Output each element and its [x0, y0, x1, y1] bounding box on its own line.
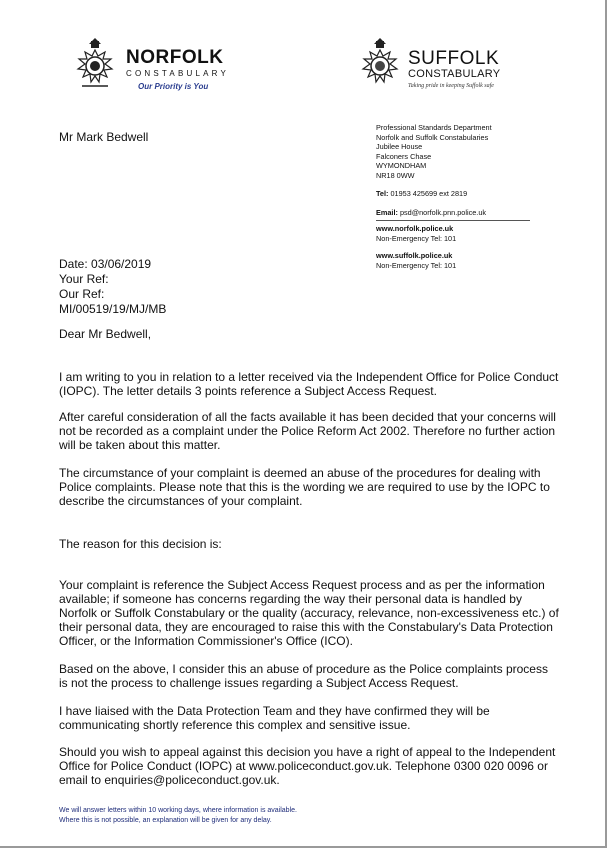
letter-date: Date: 03/06/2019: [59, 257, 152, 271]
address-line: Jubilee House: [376, 142, 423, 151]
address-line: Norfolk and Suffolk Constabularies: [376, 132, 489, 142]
email-label: Email:: [376, 207, 398, 217]
norfolk-name: NORFOLK: [126, 47, 224, 68]
email-value[interactable]: psd@norfolk.pnn.police.uk: [399, 207, 487, 217]
footer-line: We will answer letters within 10 working days, where information is available.: [59, 807, 297, 814]
address-line: NR18 0WW: [376, 170, 415, 180]
body-paragraph: Based on the above, I consider this an abuse of procedure as the Police complaints process is not the process to challenge issues regarding a Subject Access Request.: [59, 662, 548, 690]
reference-block: [59, 257, 166, 317]
body-paragraph: The reason for this decision is:: [59, 537, 222, 551]
footer-note: [59, 806, 297, 826]
body-paragraph: Your complaint is reference the Subject Access Request process and as per the information available; if someone has concerns regarding the way their personal data is handled by Norfolk or Suffolk Constabulary or the quality (accuracy, relevance, non-excessiveness etc.) of their personal data, they are encouraged to raise this with the Constabulary's Data Protection Officer, or the Information Commissioner's Office (ICO).: [59, 578, 559, 648]
suffolk-name: SUFFOLK: [408, 48, 500, 69]
suffolk-constabulary-logo: [356, 36, 516, 96]
our-ref: Our Ref:: [59, 287, 105, 301]
norfolk-crest-icon: [70, 36, 120, 96]
footer-line: Where this is not possible, an explanation will be given for any delay.: [59, 817, 272, 824]
email-line: [376, 208, 536, 218]
your-ref: Your Ref:: [59, 272, 109, 286]
suffolk-non-emergency: Non-Emergency Tel: 101: [376, 260, 457, 270]
body-paragraph: Should you wish to appeal against this decision you have a right of appeal to the Independent Office for Police Conduct (IOPC) at www.policeconduct.gov.uk. Telephone 0300 020 0096 or email to enquiries@policeconduct.gov.uk.: [59, 745, 556, 787]
telephone-line: [376, 189, 536, 199]
body-paragraph: I have liaised with the Data Protection Team and they have confirmed they will be communicating shortly reference this complex and sensitive issue.: [59, 704, 490, 732]
telephone-label: Tel:: [376, 189, 389, 198]
address-line: WYMONDHAM: [376, 161, 427, 170]
suffolk-crest-icon: [356, 36, 406, 96]
addressee-name: Mr Mark Bedwell: [59, 130, 149, 144]
sender-address-block: [376, 123, 536, 270]
suffolk-website[interactable]: www.suffolk.police.uk: [376, 251, 453, 260]
body-paragraph: I am writing to you in relation to a letter received via the Independent Office for Police Conduct (IOPC). The letter details 3 points reference a Subject Access Request.: [59, 370, 559, 398]
suffolk-subtitle: CONSTABULARY: [408, 68, 501, 80]
norfolk-non-emergency: Non-Emergency Tel: 101: [376, 233, 457, 243]
body-paragraph: The circumstance of your complaint is deemed an abuse of the procedures for dealing with Police complaints. Please note that this is the wording we are required to use by the IOPC to describe the circumstances of your complaint.: [59, 466, 550, 508]
norfolk-website[interactable]: www.norfolk.police.uk: [376, 224, 454, 233]
address-divider: [376, 220, 530, 221]
norfolk-tagline: Our Priority is You: [138, 82, 209, 91]
address-line: Falconers Chase: [376, 151, 432, 161]
salutation: Dear Mr Bedwell,: [59, 327, 152, 341]
norfolk-subtitle: CONSTABULARY: [126, 69, 230, 78]
our-ref-value: MI/00519/19/MJ/MB: [59, 302, 167, 316]
norfolk-constabulary-logo: [70, 36, 230, 96]
telephone-value: 01953 425699 ext 2819: [390, 189, 468, 198]
body-paragraph: After careful consideration of all the facts available it has been decided that your concerns will not be recorded as a complaint under the Police Reform Act 2002. Therefore no further action will be taken about this matter.: [59, 410, 556, 452]
suffolk-tagline: Taking pride in keeping Suffolk safe: [408, 83, 494, 89]
address-line: Professional Standards Department: [376, 123, 492, 132]
